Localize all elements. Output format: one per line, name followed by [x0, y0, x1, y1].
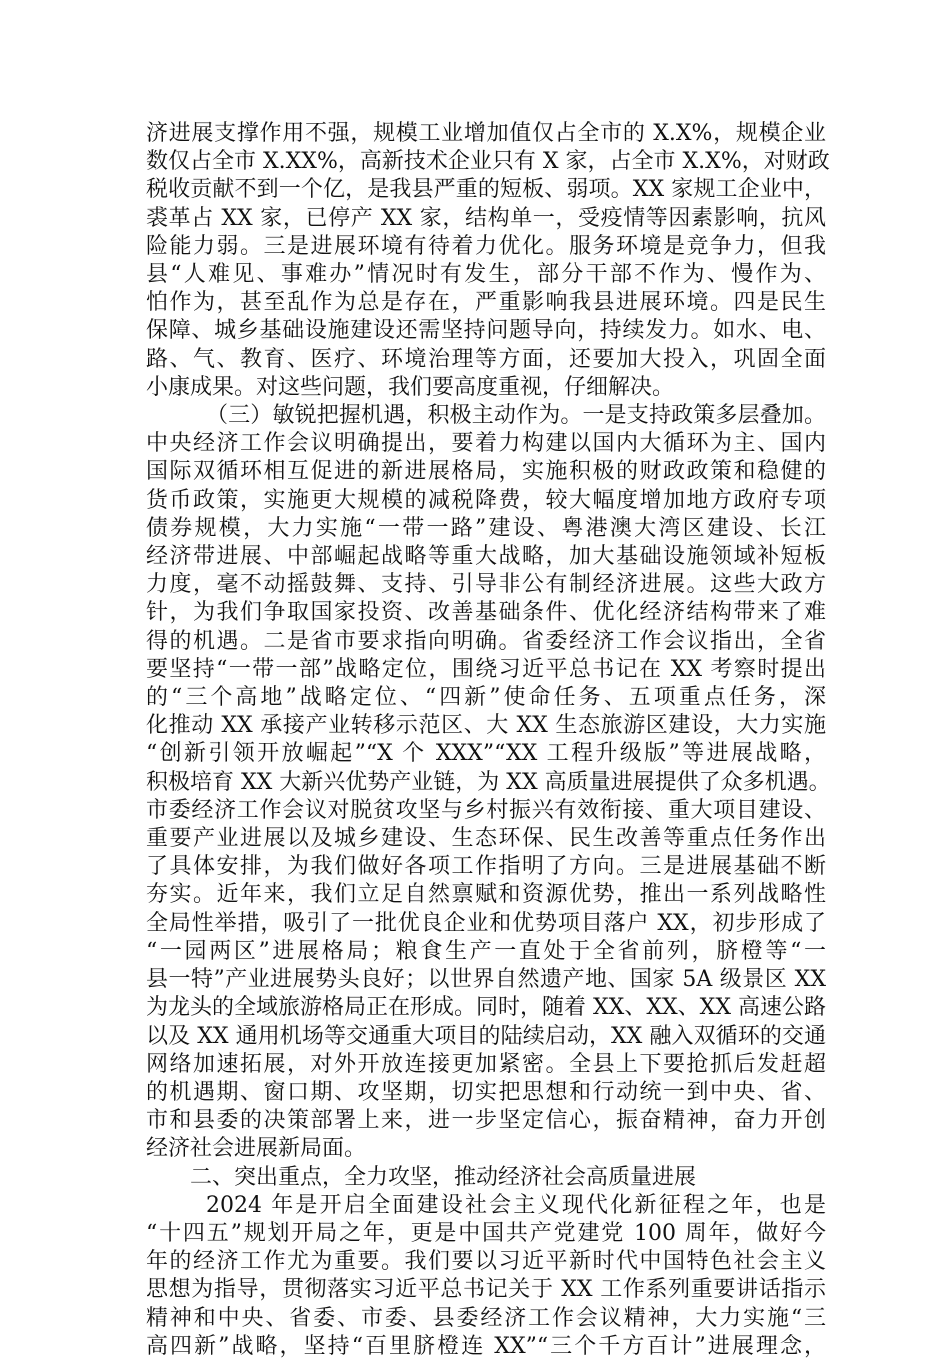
text-line: 重要产业进展以及城乡建设、生态环保、民生改善等重点任务作出: [146, 826, 826, 852]
text-line: （三）敏锐把握机遇，积极主动作为。一是支持政策多层叠加。: [206, 403, 826, 429]
document-body: [146, 120, 831, 1361]
text-line: 思想为指导，贯彻落实习近平总书记关于 XX 工作系列重要讲话指示: [146, 1277, 826, 1303]
text-line: “创新引领开放崛起”“X 个 XXX”“XX 工程升级版”等进展战略，: [146, 741, 826, 767]
text-line: 市委经济工作会议对脱贫攻坚与乡村振兴有效衔接、重大项目建设、: [146, 797, 826, 823]
paragraph-3: [146, 1192, 826, 1361]
text-line: 中央经济工作会议明确提出，要着力构建以国内大循环为主、国内: [146, 431, 826, 457]
text-line: 高四新”战略，坚持“百里脐橙连 XX”“三个千方百计”进展理念，: [146, 1333, 826, 1359]
text-line: 数仅占全市 X.XX%，高新技术企业只有 X 家，占全市 X.X%，对财政: [146, 149, 830, 175]
text-line: 网络加速拓展，对外开放连接更加紧密。全县上下要抢抓后发赶超: [146, 1051, 826, 1077]
section-heading: 二、突出重点，全力攻坚，推动经济社会高质量进展: [190, 1164, 697, 1190]
paragraph-2: [146, 402, 831, 1163]
text-line: 路、气、教育、医疗、环境治理等方面，还要加大投入，巩固全面: [146, 346, 826, 372]
text-line: 的“三个高地”战略定位、“四新”使命任务、五项重点任务，深: [146, 685, 826, 711]
text-line: “一园两区”进展格局；粮食生产一直处于全省前列，脐橙等“一: [146, 938, 826, 964]
text-line: 2024 年是开启全面建设社会主义现代化新征程之年，也是: [206, 1192, 826, 1218]
text-line: 经济社会进展新局面。: [146, 1136, 367, 1162]
text-line: 精神和中央、省委、市委、县委经济工作会议精神，大力实施“三: [146, 1305, 826, 1331]
text-line: 要坚持“一带一部”战略定位，围绕习近平总书记在 XX 考察时提出: [146, 656, 826, 682]
text-line: 化推动 XX 承接产业转移示范区、大 XX 生态旅游区建设，大力实施: [146, 713, 826, 739]
text-line: “十四五”规划开局之年，更是中国共产党建党 100 周年，做好今: [146, 1220, 826, 1246]
text-line: 以及 XX 通用机场等交通重大项目的陆续启动，XX 融入双循环的交通: [146, 1023, 826, 1049]
text-line: 年的经济工作尤为重要。我们要以习近平新时代中国特色社会主义: [146, 1249, 826, 1275]
paragraph-1: [146, 120, 830, 402]
text-line: 货币政策，实施更大规模的减税降费，较大幅度增加地方政府专项: [146, 487, 826, 513]
text-line: 了具体安排，为我们做好各项工作指明了方向。三是进展基础不断: [146, 854, 826, 880]
text-line: 积极培育 XX 大新兴优势产业链，为 XX 高质量进展提供了众多机遇。: [146, 769, 831, 795]
text-line: 国际双循环相互促进的新进展格局，实施积极的财政政策和稳健的: [146, 459, 826, 485]
text-line: 针，为我们争取国家投资、改善基础条件、优化经济结构带来了难: [146, 600, 826, 626]
text-line: 裘革占 XX 家，已停产 XX 家，结构单一，受疫情等因素影响，抗风: [146, 205, 826, 231]
text-line: 的机遇期、窗口期、攻坚期，切实把思想和行动统一到中央、省、: [146, 1079, 826, 1105]
text-line: 债券规模，大力实施“一带一路”建设、粤港澳大湾区建设、长江: [146, 515, 826, 541]
text-line: 力度，毫不动摇鼓舞、支持、引导非公有制经济进展。这些大政方: [146, 572, 826, 598]
text-line: 险能力弱。三是进展环境有待着力优化。服务环境是竞争力，但我: [146, 233, 826, 259]
text-line: 夯实。近年来，我们立足自然禀赋和资源优势，推出一系列战略性: [146, 882, 826, 908]
text-line: 经济带进展、中部崛起战略等重大战略，加大基础设施领域补短板: [146, 544, 826, 570]
text-line: 市和县委的决策部署上来，进一步坚定信心，振奋精神，奋力开创: [146, 1108, 826, 1134]
text-line: 得的机遇。二是省市要求指向明确。省委经济工作会议指出，全省: [146, 628, 826, 654]
text-line: 济进展支撑作用不强，规模工业增加值仅占全市的 X.X%，规模企业: [146, 121, 826, 146]
text-line: 为龙头的全域旅游格局正在形成。同时，随着 XX、XX、XX 高速公路: [146, 995, 826, 1021]
text-line: 县“人难见、事难办”情况时有发生，部分干部不作为、慢作为、: [146, 262, 826, 288]
text-line: 全局性举措，吸引了一批优良企业和优势项目落户 XX，初步形成了: [146, 910, 826, 936]
text-line: 小康成果。对这些问题，我们要高度重视，仔细解决。: [146, 374, 675, 400]
text-line: 保障、城乡基础设施建设还需坚持问题导向，持续发力。如水、电、: [146, 318, 826, 344]
text-line: 税收贡献不到一个亿，是我县严重的短板、弱项。XX 家规工企业中，: [146, 177, 826, 203]
text-line: 怕作为，甚至乱作为总是存在，严重影响我县进展环境。四是民生: [146, 290, 826, 316]
text-line: 县一特”产业进展势头良好；以世界自然遗产地、国家 5A 级景区 XX: [146, 967, 826, 993]
